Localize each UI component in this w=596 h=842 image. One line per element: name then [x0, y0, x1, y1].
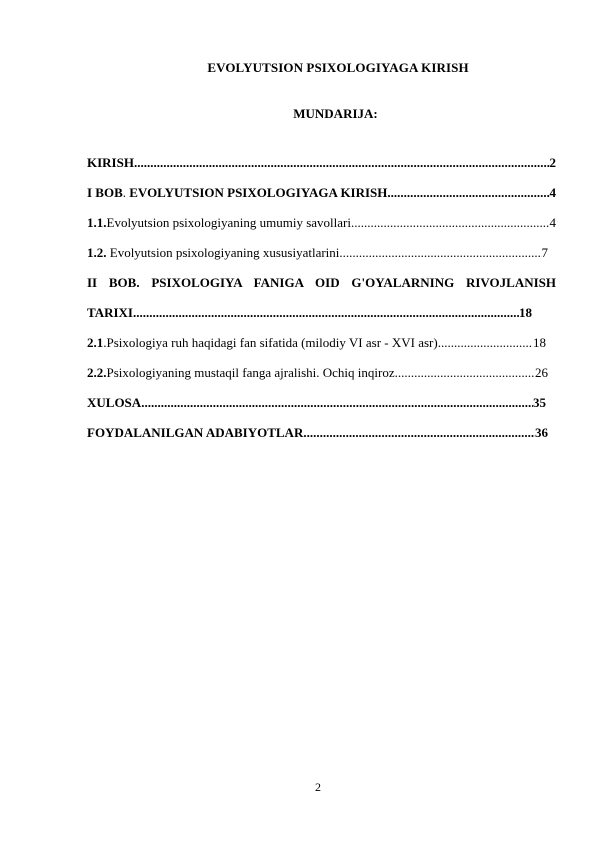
toc-entry-chapter-2-line1[interactable]: [87, 268, 556, 298]
toc-entry-title: FOYDALANILGAN ADABIYOTLAR .....: [87, 418, 535, 448]
toc-entry-page: 18: [533, 335, 546, 350]
toc-entry-title: KIRISH .....: [87, 148, 550, 178]
toc-entry-chapter-2[interactable]: [87, 298, 532, 328]
toc-entry-number: I BOB: [87, 185, 123, 200]
toc-entry-text: Evolyutsion psixologiyaning xususiyatlarini: [106, 245, 340, 260]
toc-entry-number: 2.1: [87, 335, 104, 350]
toc-entry-page: 7: [541, 245, 548, 260]
toc-entry-title: [87, 328, 533, 358]
table-of-contents: [87, 148, 556, 448]
toc-entry-text: Psixologiyaning mustaqil fanga ajralishi. Ochiq inqiroz: [106, 365, 395, 380]
toc-entry-page: 36: [535, 425, 548, 440]
toc-entry-2-1[interactable]: [87, 328, 546, 358]
toc-entry-separator: .: [122, 185, 127, 200]
toc-entry-chapter-1[interactable]: [87, 178, 556, 208]
toc-entry-page: 18: [519, 305, 532, 320]
toc-entry-text: EVOLYUTSION PSIXOLOGIYAGA KIRISH: [126, 185, 388, 200]
toc-entry-page: 2: [549, 155, 556, 170]
page-number: 2: [315, 780, 321, 794]
toc-entry-text: Evolyutsion psixologiyaning umumiy savollari: [106, 215, 351, 230]
toc-heading: MUNDARIJA:: [293, 106, 378, 121]
toc-entry-page: 4: [549, 215, 556, 230]
toc-entry-page: 35: [533, 395, 546, 410]
toc-entry-number: 1.1.: [87, 215, 107, 230]
toc-entry-title: TARIXI .....: [87, 298, 519, 328]
toc-entry-kirish[interactable]: [87, 148, 556, 178]
toc-entry-title: [87, 178, 550, 208]
document-title: EVOLYUTSION PSIXOLOGIYAGA KIRISH: [207, 60, 469, 75]
toc-entry-xulosa[interactable]: [87, 388, 546, 418]
toc-entry-title: [87, 208, 550, 238]
toc-entry-2-2[interactable]: [87, 358, 548, 388]
toc-entry-1-1[interactable]: [87, 208, 556, 238]
toc-entry-title: [87, 358, 535, 388]
toc-entry-1-2[interactable]: [87, 238, 548, 268]
toc-entry-page: 4: [549, 185, 556, 200]
toc-entry-text: II BOB. PSIXOLOGIYA FANIGA OID G'OYALARNING RIVOJLANISH: [87, 275, 556, 290]
toc-entry-number: 2.2.: [87, 365, 107, 380]
toc-entry-number: 1.2.: [87, 245, 107, 260]
toc-entry-text: .Psixologiya ruh haqidagi fan sifatida (milodiy VI asr - XVI asr): [103, 335, 438, 350]
toc-entry-title: XULOSA .....: [87, 388, 533, 418]
toc-entry-title: [87, 238, 542, 268]
toc-entry-references[interactable]: [87, 418, 548, 448]
toc-entry-page: 26: [535, 365, 548, 380]
